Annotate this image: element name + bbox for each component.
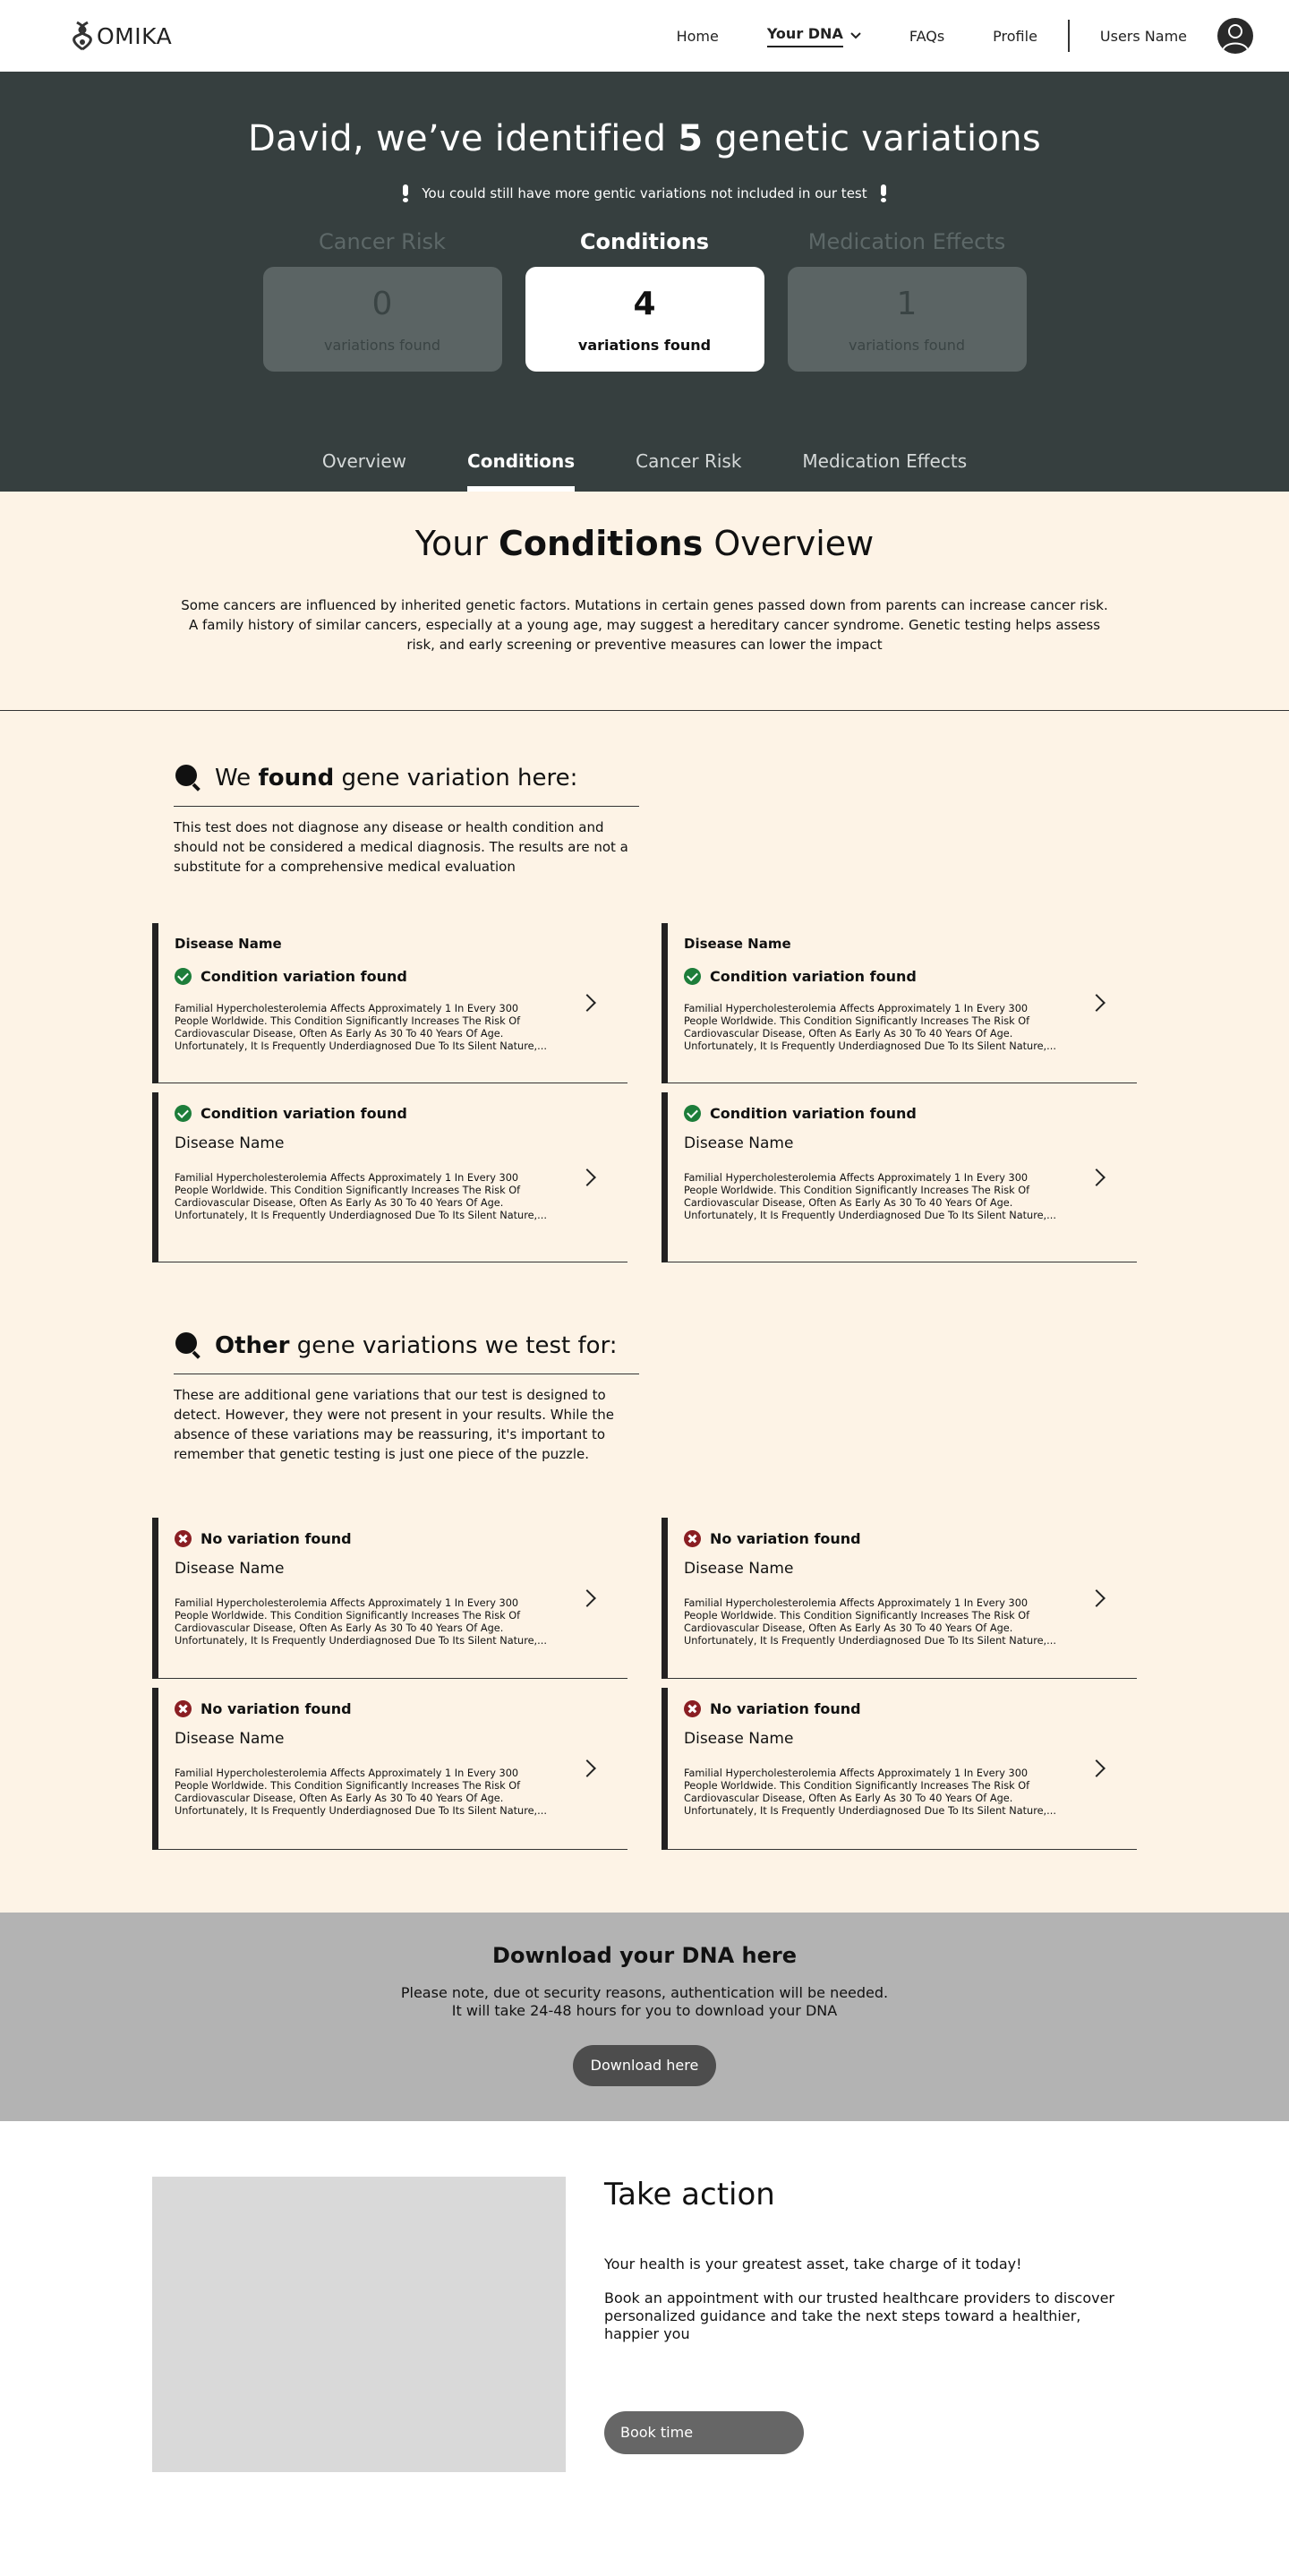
overview-section — [0, 492, 1289, 711]
variation-status-text: No variation found — [710, 1530, 861, 1547]
download-button[interactable]: Download here — [573, 2045, 716, 2086]
magnifier-icon — [175, 1332, 202, 1359]
found-cards-grid — [152, 923, 1137, 1262]
found-variation-card[interactable] — [152, 923, 627, 1083]
category-title: Medication Effects — [807, 229, 1006, 254]
tab-cancer-risk[interactable]: Cancer Risk — [636, 450, 742, 472]
magnifier-icon — [175, 765, 202, 792]
main-nav — [653, 0, 1253, 72]
category-count: 1 — [896, 285, 918, 322]
found-heading — [175, 765, 1137, 792]
category-subtitle: variations found — [323, 336, 441, 354]
chevron-right-icon[interactable] — [578, 1759, 596, 1777]
x-circle-icon — [684, 1700, 701, 1717]
variation-status — [175, 1700, 547, 1717]
card-description: Familial Hypercholesterolemia Affects Approximately 1 In Every 300 People Worldwide. This Condition Significantly Increases The Risk Of Cardiovascular Disease, Often As Early As 30 To 40 Years Of Age. Unfortunately, It Is Frequently Underdiagnosed Due To Its Silent Nature,... — [175, 1767, 547, 1817]
user-icon — [1217, 18, 1253, 54]
other-heading-suffix: gene variations we test for: — [289, 1332, 618, 1359]
variation-status-text: No variation found — [710, 1700, 861, 1717]
take-action-content — [604, 2177, 1132, 2343]
found-heading-suffix: gene variation here: — [334, 765, 578, 792]
take-action-section — [0, 2121, 1289, 2546]
nav-profile-label: Profile — [993, 27, 1037, 45]
tab-conditions[interactable]: Conditions — [467, 450, 575, 492]
dna-logo-icon — [72, 21, 93, 51]
chevron-right-icon[interactable] — [1088, 994, 1105, 1012]
nav-home[interactable] — [677, 0, 719, 72]
other-heading — [175, 1332, 1137, 1359]
tab-medication-effects[interactable]: Medication Effects — [802, 450, 968, 472]
disease-name: Disease Name — [175, 1730, 285, 1748]
overview-title-prefix: Your — [414, 524, 499, 563]
overview-title-bold: Conditions — [498, 524, 704, 563]
no-variation-card[interactable] — [662, 1688, 1137, 1850]
book-time-button[interactable]: Book time — [604, 2411, 804, 2454]
variation-status — [175, 968, 547, 985]
found-heading-bold: found — [258, 765, 335, 792]
take-action-text2: Book an appointment with our trusted healthcare providers to discover personalized guidance and take the next steps toward a healthier, happier you — [604, 2289, 1114, 2342]
variation-status — [684, 1530, 1056, 1547]
found-variation-card[interactable] — [662, 923, 1137, 1083]
hero-title — [0, 72, 1289, 159]
nav-your-dna-label: Your DNA — [767, 25, 843, 47]
download-title: Download your DNA here — [492, 1943, 797, 1968]
variation-status-text: Condition variation found — [710, 1105, 917, 1122]
chevron-right-icon[interactable] — [1088, 1759, 1105, 1777]
top-navbar — [0, 0, 1289, 72]
category-count: 4 — [633, 285, 656, 322]
category-title: Cancer Risk — [319, 229, 446, 254]
card-description: Familial Hypercholesterolemia Affects Approximately 1 In Every 300 People Worldwide. This Condition Significantly Increases The Risk Of Cardiovascular Disease, Often As Early As 30 To 40 Years Of Age. Unfortunately, It Is Frequently Underdiagnosed Due To Its Silent Nature,... — [175, 1597, 547, 1647]
download-note-line1: Please note, due ot security reasons, authentication will be needed. — [400, 1984, 889, 2001]
disease-name: Disease Name — [684, 1134, 794, 1152]
hero-title-suffix: genetic variations — [703, 118, 1042, 159]
variation-status — [684, 1105, 1056, 1122]
user-avatar[interactable] — [1217, 18, 1253, 54]
found-variations-section — [0, 711, 1289, 1913]
overview-title — [0, 524, 1289, 563]
exclamation-icon — [880, 184, 887, 202]
take-action-title: Take action — [604, 2177, 775, 2212]
no-variation-card[interactable] — [152, 1518, 627, 1679]
found-disclaimer: This test does not diagnose any disease or health condition and should not be considered a medical diagnosis. The results are not a substitute for a comprehensive medical evaluation — [174, 819, 628, 875]
category-subtitle: variations found — [577, 336, 712, 354]
variation-status — [175, 1105, 547, 1122]
disease-name: Disease Name — [684, 1560, 794, 1578]
disease-name: Disease Name — [175, 1134, 285, 1152]
tab-overview[interactable]: Overview — [321, 450, 407, 472]
user-name-link[interactable] — [1100, 0, 1187, 72]
disease-name: Disease Name — [175, 1560, 285, 1578]
section-tabs — [0, 450, 1289, 492]
exclamation-icon — [402, 184, 409, 202]
x-circle-icon — [175, 1700, 192, 1717]
disease-name: Disease Name — [175, 936, 282, 952]
take-action-text1: Your health is your greatest asset, take charge of it today! — [604, 2255, 1022, 2272]
card-description: Familial Hypercholesterolemia Affects Approximately 1 In Every 300 People Worldwide. This Condition Significantly Increases The Risk Of Cardiovascular Disease, Often As Early As 30 To 40 Years Of Age. Unfortunately, It Is Frequently Underdiagnosed Due To Its Silent Nature,... — [175, 1172, 547, 1221]
hero-note — [0, 184, 1289, 202]
variation-status-text: Condition variation found — [710, 968, 917, 985]
chevron-right-icon[interactable] — [578, 1589, 596, 1607]
found-variation-card[interactable] — [662, 1092, 1137, 1262]
other-description: These are additional gene variations that our test is designed to detect. However, they were not present in your results. While the absence of these variations may be reassuring, it's important to remember that genetic testing is just one piece of the puzzle. — [174, 1387, 615, 1462]
variation-status — [175, 1530, 547, 1547]
category-subtitle: variations found — [848, 336, 966, 354]
card-description: Familial Hypercholesterolemia Affects Approximately 1 In Every 300 People Worldwide. This Condition Significantly Increases The Risk Of Cardiovascular Disease, Often As Early As 30 To 40 Years Of Age. Unfortunately, It Is Frequently Underdiagnosed Due To Its Silent Nature,... — [175, 1003, 547, 1052]
download-note-line2: It will take 24-48 hours for you to download your DNA — [451, 2002, 838, 2019]
nav-profile[interactable] — [993, 0, 1037, 72]
card-description: Familial Hypercholesterolemia Affects Approximately 1 In Every 300 People Worldwide. This Condition Significantly Increases The Risk Of Cardiovascular Disease, Often As Early As 30 To 40 Years Of Age. Unfortunately, It Is Frequently Underdiagnosed Due To Its Silent Nature,... — [684, 1767, 1056, 1817]
card-description: Familial Hypercholesterolemia Affects Approximately 1 In Every 300 People Worldwide. This Condition Significantly Increases The Risk Of Cardiovascular Disease, Often As Early As 30 To 40 Years Of Age. Unfortunately, It Is Frequently Underdiagnosed Due To Its Silent Nature,... — [684, 1003, 1056, 1052]
other-heading-bold: Other — [215, 1332, 290, 1359]
variation-status-text: No variation found — [201, 1530, 352, 1547]
download-section — [0, 1913, 1289, 2121]
user-name: Users Name — [1099, 27, 1187, 45]
x-circle-icon — [684, 1530, 701, 1547]
other-heading-text — [215, 1332, 618, 1359]
nav-your-dna[interactable] — [767, 0, 861, 72]
found-heading-text — [215, 765, 577, 792]
overview-text: Some cancers are influenced by inherited genetic factors. Mutations in certain genes passed down from parents can increase cancer risk. A family history of similar cancers, especially at a young age, may suggest a hereditary cancer syndrome. Genetic testing helps assess risk, and early screening or preventive measures can lower the impact — [181, 597, 1108, 653]
found-heading-prefix: We — [215, 765, 259, 792]
nav-faqs-label: FAQs — [909, 27, 945, 45]
category-card[interactable] — [788, 267, 1027, 372]
overview-title-suffix: Overview — [703, 524, 875, 563]
chevron-right-icon[interactable] — [578, 994, 596, 1012]
category-conditions[interactable] — [525, 229, 764, 372]
logo[interactable] — [72, 21, 172, 51]
category-cancer-risk[interactable] — [263, 229, 502, 372]
chevron-down-icon — [850, 32, 861, 39]
category-card[interactable] — [525, 267, 764, 372]
other-variations-block — [152, 1332, 1137, 1850]
chevron-right-icon[interactable] — [578, 1168, 596, 1186]
nav-divider — [1068, 20, 1070, 52]
category-medication-effects[interactable] — [788, 229, 1027, 372]
logo-text: OMIKA — [97, 22, 173, 49]
chevron-right-icon[interactable] — [1088, 1589, 1105, 1607]
category-card[interactable] — [263, 267, 502, 372]
category-summary — [0, 229, 1289, 372]
category-count: 0 — [371, 285, 393, 322]
category-title: Conditions — [579, 229, 710, 254]
card-description: Familial Hypercholesterolemia Affects Approximately 1 In Every 300 People Worldwide. This Condition Significantly Increases The Risk Of Cardiovascular Disease, Often As Early As 30 To 40 Years Of Age. Unfortunately, It Is Frequently Underdiagnosed Due To Its Silent Nature,... — [684, 1597, 1056, 1647]
no-variation-card[interactable] — [662, 1518, 1137, 1679]
disease-name: Disease Name — [684, 936, 791, 952]
check-circle-icon — [684, 1105, 701, 1122]
disease-name: Disease Name — [684, 1730, 794, 1748]
found-variation-card[interactable] — [152, 1092, 627, 1262]
nav-home-label: Home — [676, 27, 719, 45]
check-circle-icon — [175, 968, 192, 985]
variation-status-text: Condition variation found — [201, 1105, 407, 1122]
variation-status — [684, 968, 1056, 985]
x-circle-icon — [175, 1530, 192, 1547]
no-variation-card[interactable] — [152, 1688, 627, 1850]
nav-faqs[interactable] — [909, 0, 944, 72]
other-cards-grid — [152, 1518, 1137, 1850]
hero-section — [0, 72, 1289, 492]
hero-note-text: You could still have more gentic variations not included in our test — [422, 185, 867, 201]
divider — [174, 806, 639, 807]
variation-status-text: No variation found — [201, 1700, 352, 1717]
hero-title-count: 5 — [678, 118, 704, 159]
check-circle-icon — [684, 968, 701, 985]
card-description: Familial Hypercholesterolemia Affects Approximately 1 In Every 300 People Worldwide. This Condition Significantly Increases The Risk Of Cardiovascular Disease, Often As Early As 30 To 40 Years Of Age. Unfortunately, It Is Frequently Underdiagnosed Due To Its Silent Nature,... — [684, 1172, 1056, 1221]
image-placeholder — [152, 2177, 566, 2472]
check-circle-icon — [175, 1105, 192, 1122]
variation-status-text: Condition variation found — [201, 968, 407, 985]
hero-title-prefix: David, we’ve identified — [247, 118, 679, 159]
variation-status — [684, 1700, 1056, 1717]
download-note — [0, 1984, 1289, 2020]
chevron-right-icon[interactable] — [1088, 1168, 1105, 1186]
